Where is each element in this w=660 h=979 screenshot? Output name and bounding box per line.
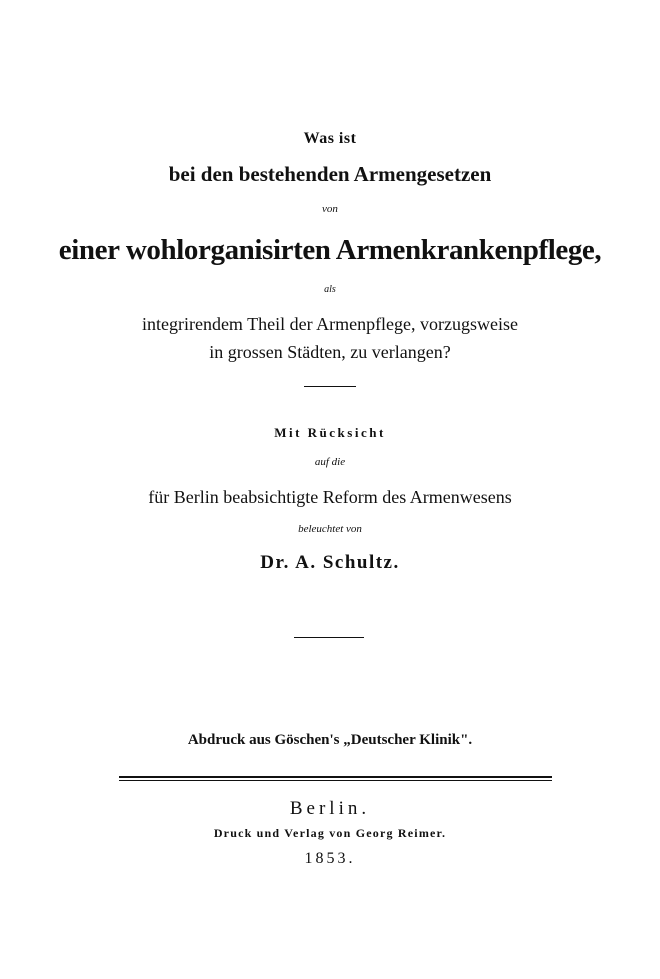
line-beleuchtet-von: beleuchtet von xyxy=(298,523,362,535)
line-abdruck: Abdruck aus Göschen's „Deutscher Klinik". xyxy=(187,732,473,748)
author-name: Dr. A. Schultz. xyxy=(260,552,400,573)
line-integrirendem: integrirendem Theil der Armenpflege, vorzugsweise xyxy=(141,314,519,334)
line-fuer-berlin: für Berlin beabsichtigte Reform des Armenwesens xyxy=(148,487,512,507)
line-year: 1853. xyxy=(304,850,356,867)
line-in-grossen-staedten: in grossen Städten, zu verlangen? xyxy=(209,342,451,362)
line-druck-und-verlag: Druck und Verlag von Georg Reimer. xyxy=(213,826,447,840)
line-von: von xyxy=(322,203,338,215)
line-als: als xyxy=(324,284,336,295)
line-berlin: Berlin. xyxy=(289,798,371,819)
short-rule-bottom xyxy=(294,637,364,638)
main-title: einer wohlorganisirten Armenkrankenpflege, xyxy=(58,234,602,266)
line-mit-ruecksicht: Mit Rücksicht xyxy=(274,425,386,440)
line-auf-die: auf die xyxy=(314,456,346,468)
short-rule-top xyxy=(304,386,356,387)
double-rule-thin-line xyxy=(119,780,552,781)
double-rule-thick-line xyxy=(119,776,552,778)
double-rule xyxy=(119,776,552,781)
line-bei-den-bestehenden: bei den bestehenden Armengesetzen xyxy=(168,162,492,186)
line-was-ist: Was ist xyxy=(303,130,357,147)
